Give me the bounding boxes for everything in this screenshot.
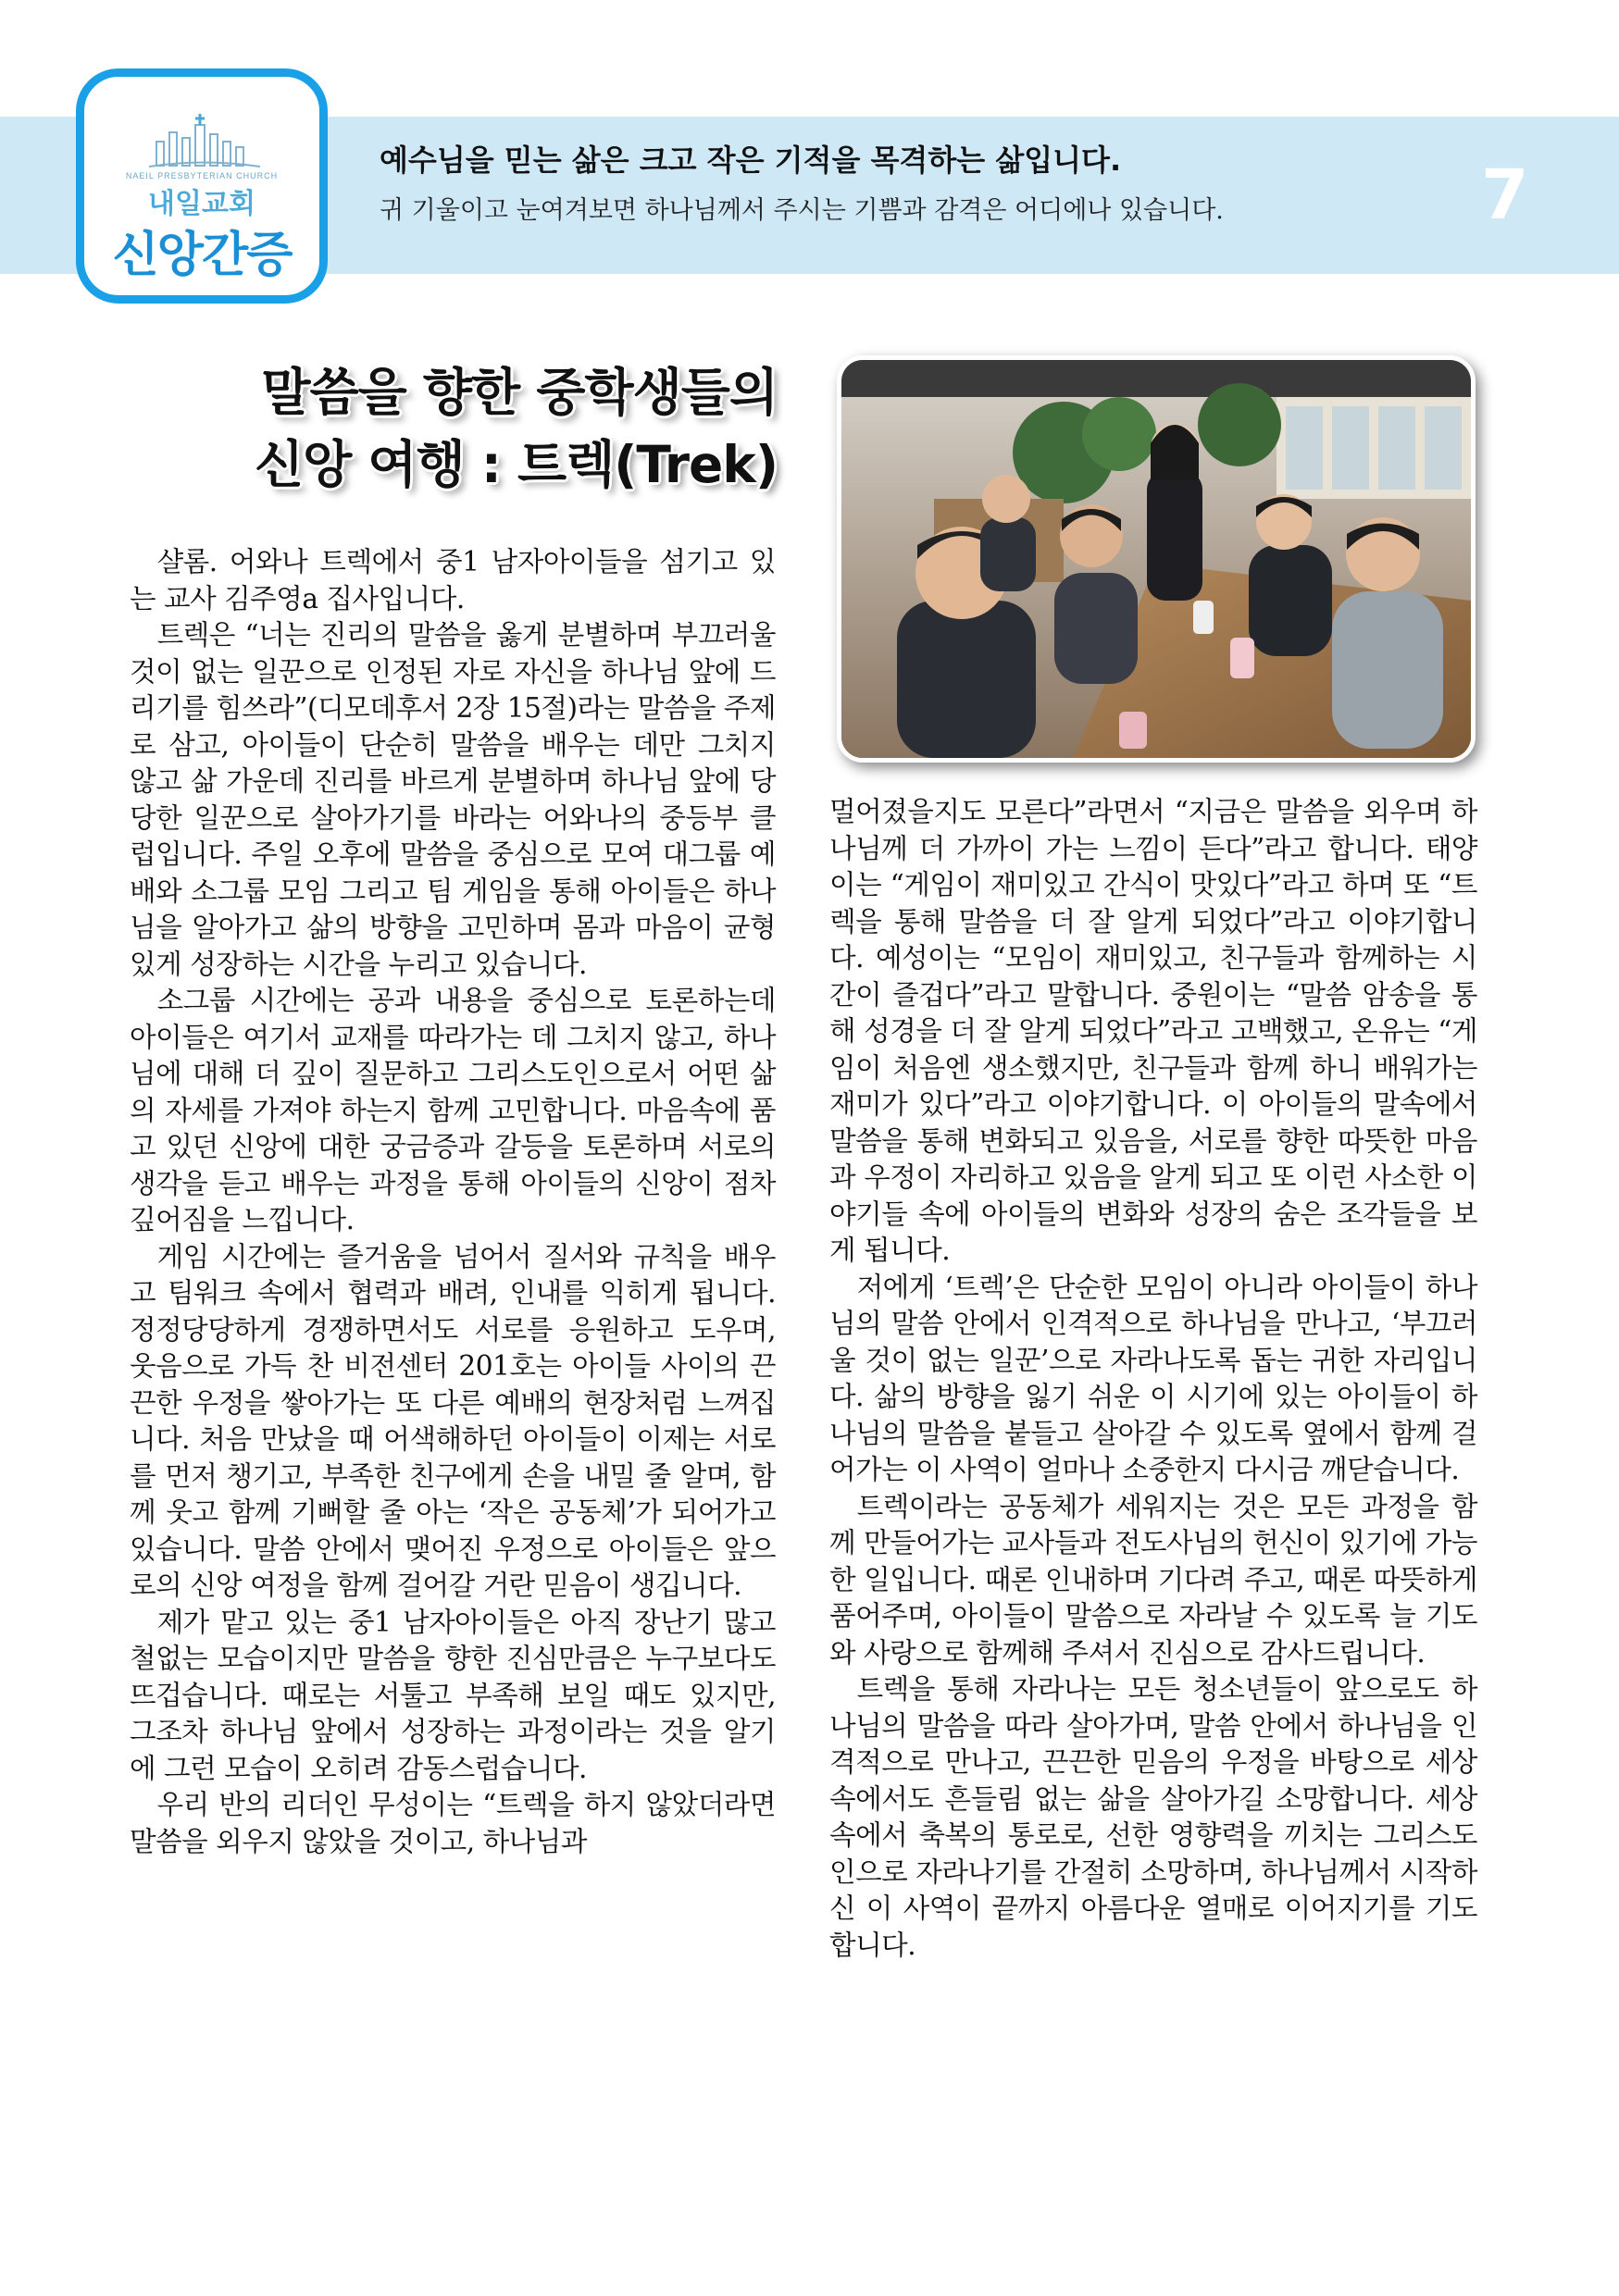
- article-column-right: [829, 794, 1477, 1964]
- group-photo: [837, 355, 1476, 763]
- paragraph: 멀어졌을지도 모른다”라면서 “지금은 말씀을 외우며 하나님께 더 가까이 가는 느낌이 든다”라고 합니다. 태양이는 “게임이 재미있고 간식이 맛있다”라고 하며 또 “트렉을 통해 말씀을 더 잘 알게 되었다”라고 이야기합니다. 예성이는 “모임이 재미있고, 친구들과 함께하는 시간이 즐겁다”라고 말합니다. 중원이는 “말씀 암송을 통해 성경을 더 잘 알게 되었다”라고 고백했고, 온유는 “게임이 처음엔 생소했지만, 친구들과 함께 하니 배워가는 재미가 있다”라고 이야기합니다. 이 아이들의 말속에서 말씀을 통해 변화되고 있음을, 서로를 향한 따뜻한 마음과 우정이 자리하고 있음을 알게 되고 또 이런 사소한 이야기들 속에 아이들의 변화와 성장의 숨은 조각들을 보게 됩니다.: [829, 796, 1477, 1266]
- article-column-left: [130, 544, 776, 1860]
- paragraph: 트렉은 “너는 진리의 말씀을 옳게 분별하며 부끄러울 것이 없는 일꾼으로 인정된 자로 자신을 하나님 앞에 드리기를 힘쓰라”(디모데후서 2장 15절)라는 말씀을 주제로 삼고, 아이들이 단순히 말씀을 배우는 데만 그치지 않고 삶 가운데 진리를 바르게 분별하며 하나님 앞에 당당한 일꾼으로 살아가기를 바라는 어와나의 중등부 클럽입니다. 주일 오후에 말씀을 중심으로 모여 대그룹 예배와 소그룹 모임 그리고 팀 게임을 통해 아이들은 하나님을 알아가고 삶의 방향을 고민하며 몸과 마음이 균형 있게 성장하는 시간을 누리고 있습니다.: [130, 619, 776, 980]
- paragraph: 게임 시간에는 즐거움을 넘어서 질서와 규칙을 배우고 팀워크 속에서 협력과 배려, 인내를 익히게 됩니다. 정정당당하게 경쟁하면서도 서로를 응원하고 도우며, 웃음으로 가득 찬 비전센터 201호는 아이들 사이의 끈끈한 우정을 쌓아가는 또 다른 예배의 현장처럼 느껴집니다. 처음 만났을 때 어색해하던 아이들이 이제는 서로를 먼저 챙기고, 부족한 친구에게 손을 내밀 줄 알며, 함께 웃고 함께 기뻐할 줄 아는 ‘작은 공동체’가 되어가고 있습니다. 말씀 안에서 맺어진 우정으로 아이들은 앞으로의 신앙 여정을 함께 걸어갈 거란 믿음이 생깁니다.: [130, 1240, 776, 1601]
- paragraph: 우리 반의 리더인 무성이는 “트렉을 하지 않았더라면 말씀을 외우지 않았을 것이고, 하나님과: [130, 1789, 776, 1857]
- article-title-line-1: 말씀을 향한 중학생들의: [261, 363, 778, 422]
- header-subtitle: 귀 기울이고 눈여겨보면 하나님께서 주시는 기쁨과 감격은 어디에나 있습니다.: [380, 196, 1224, 225]
- section-title: 신앙간증: [112, 228, 292, 283]
- church-skyline-icon: [149, 114, 260, 169]
- page-number: 7: [1481, 155, 1529, 235]
- paragraph: 트렉을 통해 자라나는 모든 청소년들이 앞으로도 하나님의 말씀을 따라 살아가며, 말씀 안에서 하나님을 인격적으로 만나고, 끈끈한 믿음의 우정을 바탕으로 세상 속에서도 흔들림 없는 삶을 살아가길 소망합니다. 세상 속에서 축복의 통로로, 선한 영향력을 끼치는 그리스도인으로 자라나기를 간절히 소망하며, 하나님께서 시작하신 이 사역이 끝까지 아름다운 열매로 이어지기를 기도합니다.: [829, 1673, 1477, 1961]
- paragraph: 트렉이라는 공동체가 세워지는 것은 모든 과정을 함께 만들어가는 교사들과 전도사님의 헌신이 있기에 가능한 일입니다. 때론 인내하며 기다려 주고, 때론 따뜻하게 품어주며, 아이들이 말씀으로 자라날 수 있도록 늘 기도와 사랑으로 함께해 주셔서 진심으로 감사드립니다.: [829, 1490, 1477, 1669]
- article-title: [130, 356, 778, 501]
- paragraph: 소그룹 시간에는 공과 내용을 중심으로 토론하는데 아이들은 여기서 교재를 따라가는 데 그치지 않고, 하나님에 대해 더 깊이 질문하고 그리스도인으로서 어떤 삶의 자세를 가져야 하는지 함께 고민합니다. 마음속에 품고 있던 신앙에 대한 궁금증과 갈등을 토론하며 서로의 생각을 듣고 배우는 과정을 통해 아이들의 신앙이 점차 깊어짐을 느낍니다.: [130, 985, 776, 1235]
- paragraph: 저에게 ‘트렉’은 단순한 모임이 아니라 아이들이 하나님의 말씀 안에서 인격적으로 하나님을 만나고, ‘부끄러울 것이 없는 일꾼’으로 자라나도록 돕는 귀한 자리입니다. 삶의 방향을 잃기 쉬운 이 시기에 있는 아이들이 하나님의 말씀을 붙들고 살아갈 수 있도록 옆에서 함께 걸어가는 이 사역이 얼마나 소중한지 다시금 깨닫습니다.: [829, 1271, 1477, 1485]
- paragraph: 제가 맡고 있는 중1 남자아이들은 아직 장난기 많고 철없는 모습이지만 말씀을 향한 진심만큼은 누구보다도 뜨겁습니다. 때로는 서툴고 부족해 보일 때도 있지만, 그조차 하나님 앞에서 성장하는 과정이라는 것을 알기에 그런 모습이 오히려 감동스럽습니다.: [130, 1606, 776, 1784]
- logo-church-name: 내일교회: [148, 188, 255, 220]
- paragraph: 샬롬. 어와나 트렉에서 중1 남자아이들을 섬기고 있는 교사 김주영a 집사입니다.: [130, 546, 776, 614]
- logo-english-name: NAEIL PRESBYTERIAN CHURCH: [125, 171, 279, 180]
- group-photo-illustration: [841, 360, 1471, 758]
- article-title-line-2: 신앙 여행 : 트렉(Trek): [255, 435, 778, 494]
- section-logo: [76, 68, 328, 304]
- header-title: 예수님을 믿는 삶은 크고 작은 기적을 목격하는 삶입니다.: [380, 143, 1122, 178]
